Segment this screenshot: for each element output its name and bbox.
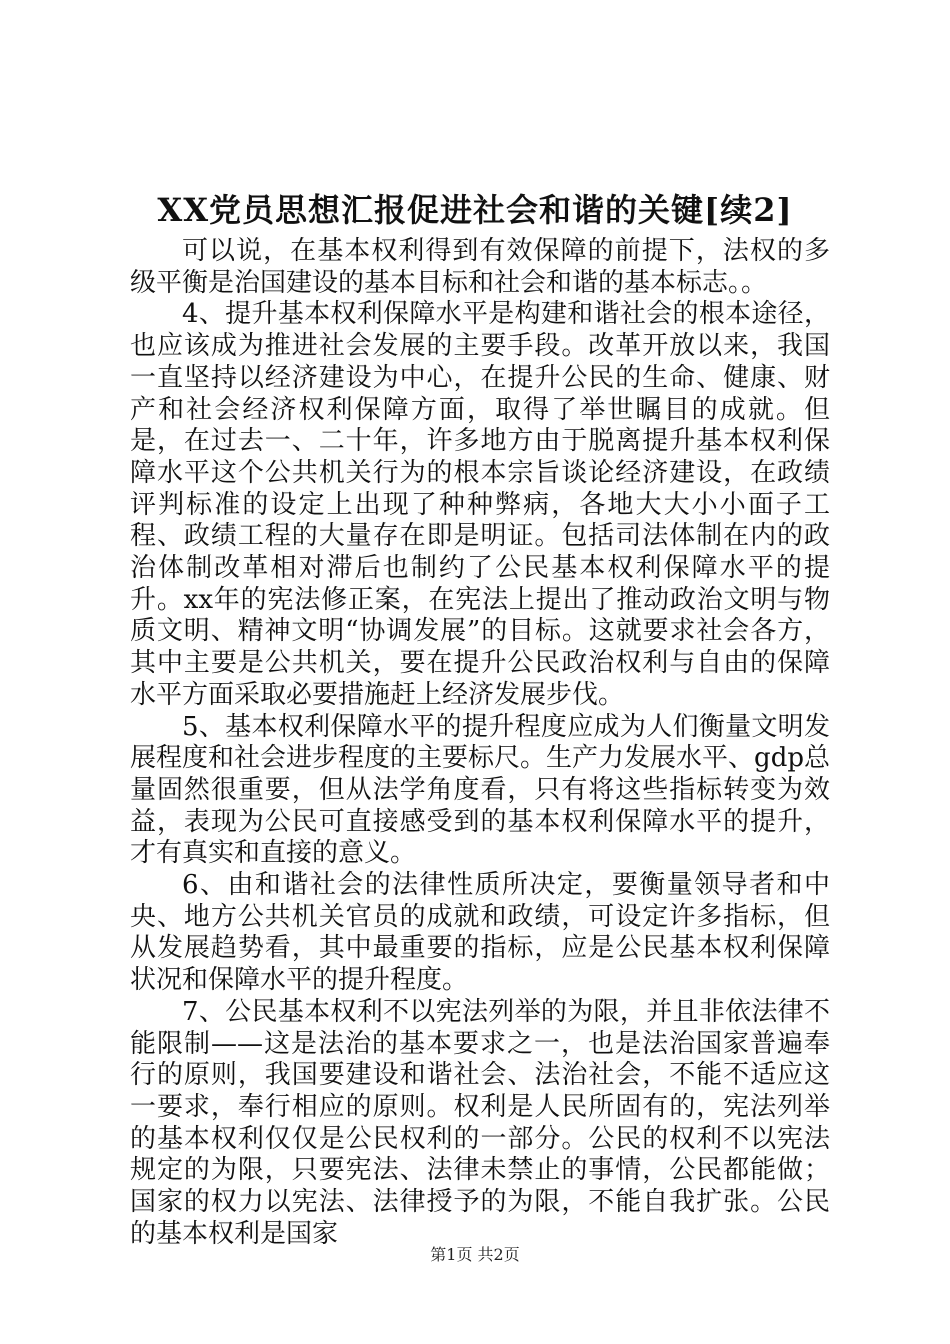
paragraph: 7、公民基本权利不以宪法列举的为限，并且非依法律不能限制——这是法治的基本要求之一，也是法治国家普遍奉行的原则，我国要建设和谐社会、法治社会，不能不适应这一要求，奉行相应的原则。权利是人民所固有的，宪法列举的基本权利仅仅是公民权利的一部分。公民的权利不以宪法规定的为限，只要宪法、法律未禁止的事情，公民都能做；国家的权力以宪法、法律授予的为限，不能自我扩张。公民的基本权利是国家 xyxy=(130,996,830,1249)
paragraph: 5、基本权利保障水平的提升程度应成为人们衡量文明发展程度和社会进步程度的主要标尺。生产力发展水平、gdp总量固然很重要，但从法学角度看，只有将这些指标转变为效益，表现为公民可直接感受到的基本权利保障水平的提升，才有真实和直接的意义。 xyxy=(130,711,830,869)
paragraph: 可以说，在基本权利得到有效保障的前提下，法权的多级平衡是治国建设的基本目标和社会和谐的基本标志。。 xyxy=(130,236,830,298)
document-title: XX党员思想汇报促进社会和谐的关键[续2] xyxy=(157,191,793,229)
page-number: 第1页 共2页 xyxy=(430,1245,520,1264)
document-body xyxy=(130,236,830,1251)
paragraph: 4、提升基本权利保障水平是构建和谐社会的根本途径，也应该成为推进社会发展的主要手段。改革开放以来，我国一直坚持以经济建设为中心，在提升公民的生命、健康、财产和社会经济权利保障方面，取得了举世瞩目的成就。但是，在过去一、二十年，许多地方由于脱离提升基本权利保障水平这个公共机关行为的根本宗旨谈论经济建设，在政绩评判标准的设定上出现了种种弊病，各地大大小小面子工程、政绩工程的大量存在即是明证。包括司法体制在内的政治体制改革相对滞后也制约了公民基本权利保障水平的提升。xx年的宪法修正案，在宪法上提出了推动政治文明与物质文明、精神文明“协调发展”的目标。这就要求社会各方，其中主要是公共机关，要在提升公民政治权利与自由的保障水平方面采取必要措施赶上经济发展步伐。 xyxy=(130,299,830,710)
paragraph: 6、由和谐社会的法律性质所决定，要衡量领导者和中央、地方公共机关官员的成就和政绩，可设定许多指标，但从发展趋势看，其中最重要的指标，应是公民基本权利保障状况和保障水平的提升程度。 xyxy=(130,870,830,996)
